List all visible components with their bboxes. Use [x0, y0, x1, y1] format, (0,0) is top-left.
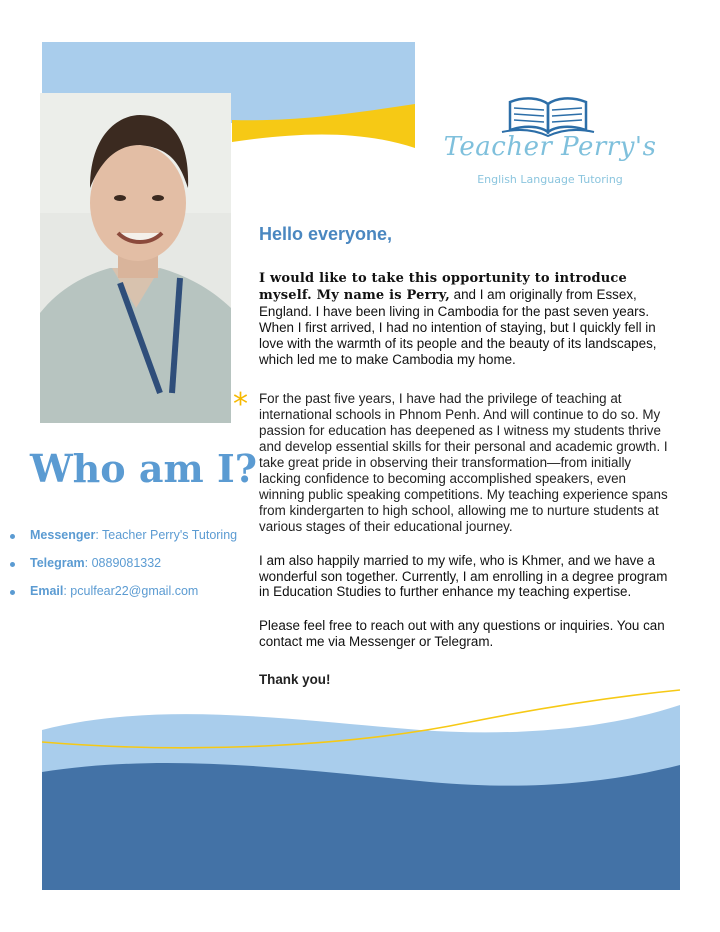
- bullet-icon: [10, 590, 15, 595]
- logo-title: Teacher Perry's: [443, 132, 657, 162]
- teacher-perry-logo: [440, 92, 660, 192]
- contact-label: Email: [30, 584, 64, 598]
- greeting: Hello everyone,: [259, 224, 393, 244]
- bullet-icon: [10, 562, 15, 567]
- contact-messenger[interactable]: [10, 528, 237, 556]
- letter-body: [259, 222, 669, 687]
- contact-paragraph: Please feel free to reach out with any questions or inquiries. You can contact me via Messenger or Telegram.: [259, 618, 665, 650]
- family-paragraph: I am also happily married to my wife, who is Khmer, and we have a wonderful son together. Currently, I am enrolling in a degree program in Education Studies to further enhance my teaching expertise.: [259, 552, 668, 600]
- contact-telegram[interactable]: [10, 556, 237, 584]
- contact-email[interactable]: [10, 584, 237, 612]
- sign-off: Thank you!: [259, 672, 331, 688]
- contact-list: [10, 528, 237, 612]
- intro-text: and I am originally from Essex, England. I have been living in Cambodia for the past seven years. When I first arrived, I had no intention of staying, but I quickly fell in love with the warmth of its people and the beauty of its landscapes, which led me to make Cambodia my home.: [259, 286, 657, 367]
- logo-subtitle: English Language Tutoring: [477, 173, 623, 186]
- profile-photo: [40, 93, 231, 423]
- contact-label: Messenger: [30, 528, 96, 542]
- bottom-dark-wave: [42, 763, 680, 890]
- asterisk-icon: *: [233, 387, 248, 422]
- contact-value: : 0889081332: [84, 556, 162, 570]
- intro-paragraph: [259, 270, 669, 367]
- contact-label: Telegram: [30, 556, 85, 570]
- contact-value: : pculfear22@gmail.com: [63, 584, 199, 598]
- who-am-i-heading: Who am I?: [30, 446, 257, 491]
- teaching-paragraph: For the past five years, I have had the privilege of teaching at international schools in Phnom Penh. And will continue to do so. My passion for education has deepened as I witness my students thrive and develop essential skills for their personal and academic growth. I take great pride in observing their transformation—from initially lacking confidence to becoming accomplished speakers, even winning public speaking competitions. My teaching experience spans from kindergarten to high school, allowing me to nurture students at various stages of their educational journey.: [259, 391, 668, 534]
- bullet-icon: [10, 534, 15, 539]
- intro-bold-text: I would like to take this opportunity to introduce myself. My name is Perry,: [259, 271, 627, 303]
- portrait-illustration: [40, 93, 231, 423]
- open-book-icon: [440, 92, 660, 137]
- contact-value: : Teacher Perry's Tutoring: [95, 528, 238, 542]
